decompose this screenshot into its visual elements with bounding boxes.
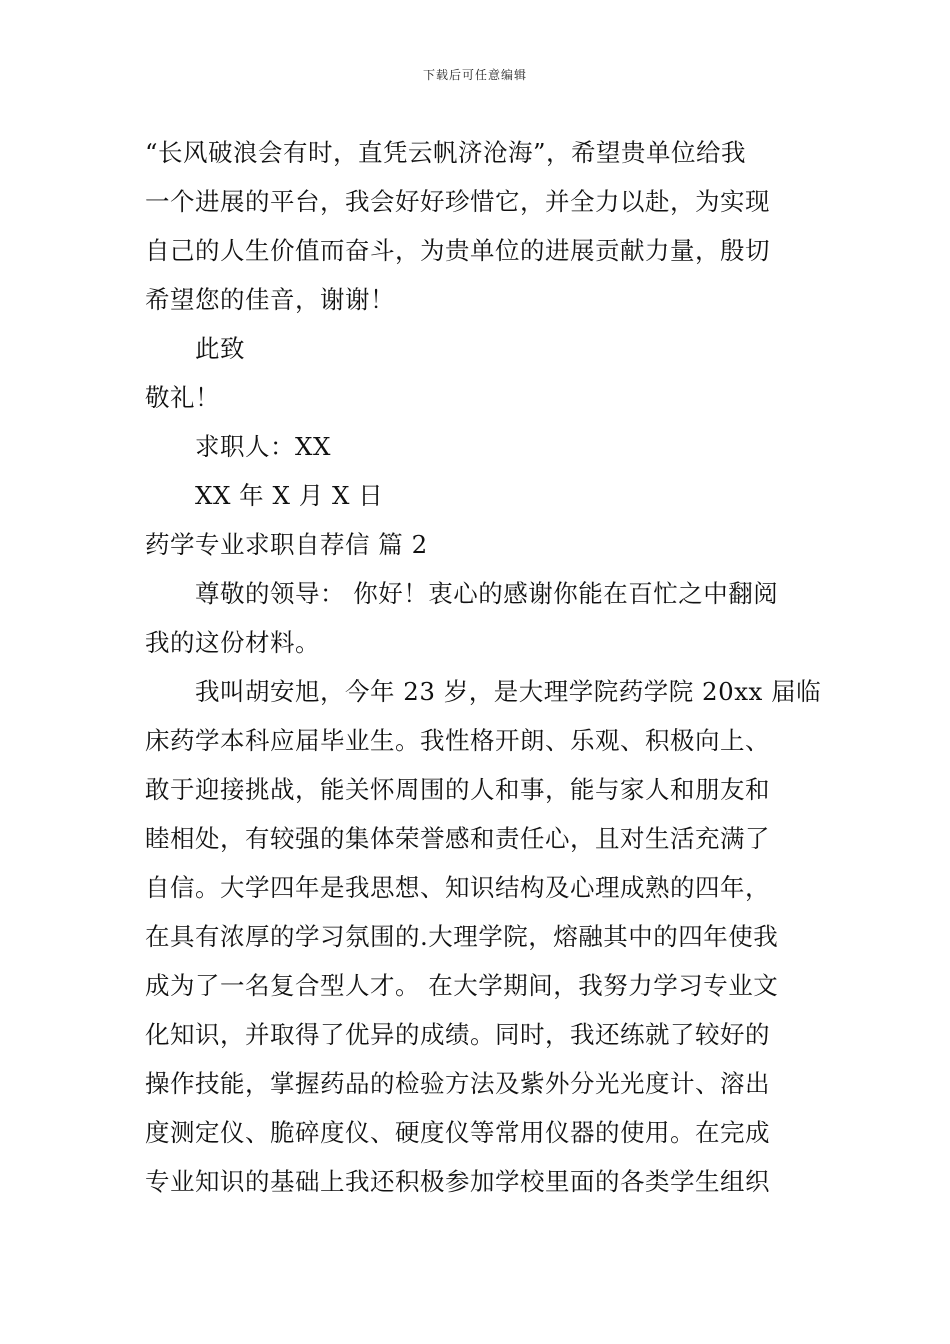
body-line: 希望您的佳音，谢谢！ <box>145 285 395 314</box>
body-line: 睦相处，有较强的集体荣誉感和责任心，且对生活充满了 <box>145 824 770 853</box>
body-line: 一个进展的平台，我会好好珍惜它，并全力以赴，为实现 <box>145 187 770 216</box>
letter-date: XX 年 X 月 X 日 <box>195 481 384 510</box>
body-line: “长风破浪会有时，直凭云帆济沧海”，希望贵单位给我 <box>145 138 747 167</box>
body-line: 我叫胡安旭，今年 23 岁，是大理学院药学院 20xx 届临 <box>195 677 822 706</box>
body-line: 化知识，并取得了优异的成绩。同时，我还练就了较好的 <box>145 1020 770 1049</box>
body-line: 我的这份材料。 <box>145 628 320 657</box>
body-line: 成为了一名复合型人才。 在大学期间，我努力学习专业文 <box>145 971 779 1000</box>
body-line: 床药学本科应届毕业生。我性格开朗、乐观、积极向上、 <box>145 726 770 755</box>
body-line: 自己的人生价值而奋斗，为贵单位的进展贡献力量，殷切 <box>145 236 770 265</box>
header-note: 下载后可任意编辑 <box>422 68 527 82</box>
greeting-line: 尊敬的领导： 你好！衷心的感谢你能在百忙之中翻阅 <box>195 579 779 608</box>
body-line: 专业知识的基础上我还积极参加学校里面的各类学生组织 <box>145 1167 770 1196</box>
document-body <box>145 128 822 1206</box>
body-line: 敢于迎接挑战，能关怀周围的人和事，能与家人和朋友和 <box>145 775 770 804</box>
applicant-name: 求职人：XX <box>195 432 331 461</box>
salutation-closing: 此致 <box>195 334 245 363</box>
body-line: 度测定仪、脆碎度仪、硬度仪等常用仪器的使用。在完成 <box>145 1118 770 1147</box>
body-line: 自信。大学四年是我思想、知识结构及心理成熟的四年， <box>145 873 770 902</box>
body-line: 在具有浓厚的学习氛围的.大理学院，熔融其中的四年使我 <box>145 922 779 951</box>
salutation-respect: 敬礼！ <box>145 383 220 412</box>
body-line: 操作技能，掌握药品的检验方法及紫外分光光度计、溶出 <box>145 1069 770 1098</box>
section-title: 药学专业求职自荐信 篇 2 <box>145 530 428 559</box>
